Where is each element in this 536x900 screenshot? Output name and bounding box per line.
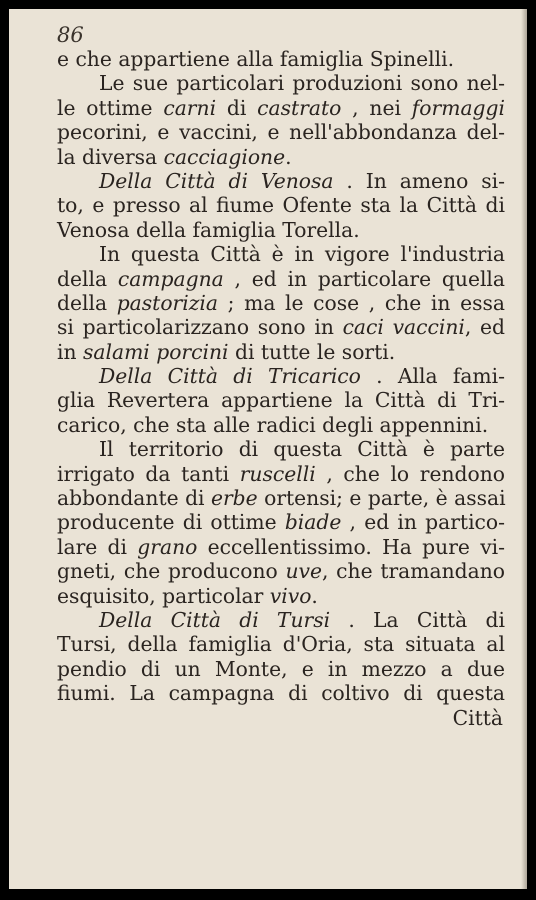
text-segment: Le sue particolari produzioni sono nel-: [99, 71, 505, 96]
italic-term: Della Città di Venosa: [99, 168, 334, 193]
text-segment: , che lo rendono: [315, 461, 505, 486]
text-line: [57, 242, 505, 266]
text-segment: di: [216, 95, 258, 120]
text-line: [57, 291, 505, 315]
text-line: [57, 437, 505, 461]
text-line: [57, 632, 505, 656]
italic-term: cacciagione: [163, 144, 286, 169]
text-segment: to, e presso al fiume Ofente sta la Città di: [57, 193, 505, 218]
text-segment: abbondante di: [57, 486, 211, 511]
text-segment: esquisito, particolar: [57, 583, 270, 608]
text-line: [57, 47, 505, 71]
text-line: [57, 120, 505, 144]
page-number: 86: [57, 23, 84, 47]
text-segment: . La Città di: [330, 607, 505, 632]
text-line: [57, 169, 505, 193]
text-line: [57, 486, 505, 510]
text-segment: di tutte le sorti.: [228, 339, 396, 364]
page-edge-shadow: [521, 9, 527, 889]
text-line: [57, 364, 505, 388]
text-segment: pendio di un Monte, e in mezzo a due: [57, 656, 505, 681]
text-line: [57, 535, 505, 559]
text-segment: , ed in particolare quella: [223, 266, 506, 291]
italic-term: pastorizia: [116, 290, 218, 315]
text-segment: . Alla fami-: [360, 364, 505, 389]
italic-term: castrato: [257, 95, 342, 120]
text-line: [57, 657, 505, 681]
italic-term: Della Città di Tricarico: [99, 364, 361, 389]
text-segment: le ottime: [57, 95, 164, 120]
italic-term: carni: [163, 95, 217, 120]
text-segment: gneti, che producono: [57, 559, 286, 584]
italic-term: salami porcini: [83, 339, 229, 364]
text-segment: , ed: [464, 315, 505, 340]
italic-term: campagna: [117, 266, 224, 291]
text-line: [57, 681, 505, 705]
text-segment: , nei: [341, 95, 412, 120]
italic-term: Della Città di Tursi: [99, 607, 331, 632]
text-segment: , che tramandano: [322, 559, 505, 584]
text-line: [57, 510, 505, 534]
text-segment: lare di: [57, 534, 138, 559]
text-segment: ortensi; e parte, è assai: [257, 486, 506, 511]
text-line: [57, 584, 505, 608]
text-line: [57, 340, 505, 364]
text-segment: producente di ottime: [57, 510, 285, 535]
text-line: [57, 71, 505, 95]
italic-term: formaggi: [411, 95, 505, 120]
text-line: [57, 388, 505, 412]
text-segment: della: [57, 266, 118, 291]
text-segment: la diversa: [57, 144, 164, 169]
text-segment: Il territorio di questa Città è parte: [99, 437, 505, 462]
text-segment: fiumi. La campagna di coltivo di questa: [57, 681, 505, 706]
italic-term: vivo: [269, 583, 312, 608]
italic-term: biade: [284, 510, 342, 535]
text-line: [57, 193, 505, 217]
italic-term: erbe: [210, 486, 258, 511]
text-segment: . In ameno si-: [333, 168, 505, 193]
text-segment: .: [285, 144, 292, 169]
text-segment: si particolarizzano sono in: [57, 315, 343, 340]
text-line: [57, 145, 505, 169]
text-line: [57, 218, 505, 242]
book-page: [9, 9, 527, 889]
text-segment: eccellentissimo. Ha pure vi-: [197, 534, 505, 559]
text-line: [57, 96, 505, 120]
text-segment: glia Revertera appartiene la Città di Tri-: [57, 388, 505, 413]
text-segment: , ed in partico-: [341, 510, 505, 535]
text-segment: carico, che sta alle radici degli appennini.: [57, 412, 489, 437]
text-segment: della: [57, 290, 117, 315]
text-line: [57, 608, 505, 632]
text-segment: ; ma le cose , che in essa: [217, 290, 505, 315]
text-line: [57, 413, 505, 437]
text-line: [57, 267, 505, 291]
italic-term: ruscelli: [239, 461, 316, 486]
text-segment: e che appartiene alla famiglia Spinelli.: [57, 47, 455, 71]
text-segment: in: [57, 339, 83, 364]
italic-term: grano: [137, 534, 198, 559]
text-line: [57, 462, 505, 486]
text-segment: Venosa della famiglia Torella.: [57, 217, 360, 242]
text-segment: Tursi, della famiglia d'Oria, sta situata al: [57, 632, 505, 657]
italic-term: uve: [285, 559, 323, 584]
body-text: [57, 47, 505, 730]
text-segment: .: [311, 583, 318, 608]
text-line: [57, 559, 505, 583]
text-segment: irrigato da tanti: [57, 461, 240, 486]
catchword: Città: [452, 705, 503, 730]
text-line: [57, 315, 505, 339]
text-segment: In questa Città è in vigore l'industria: [99, 242, 505, 267]
italic-term: caci vaccini: [342, 315, 465, 340]
text-segment: pecorini, e vaccini, e nell'abbondanza del-: [57, 120, 505, 145]
